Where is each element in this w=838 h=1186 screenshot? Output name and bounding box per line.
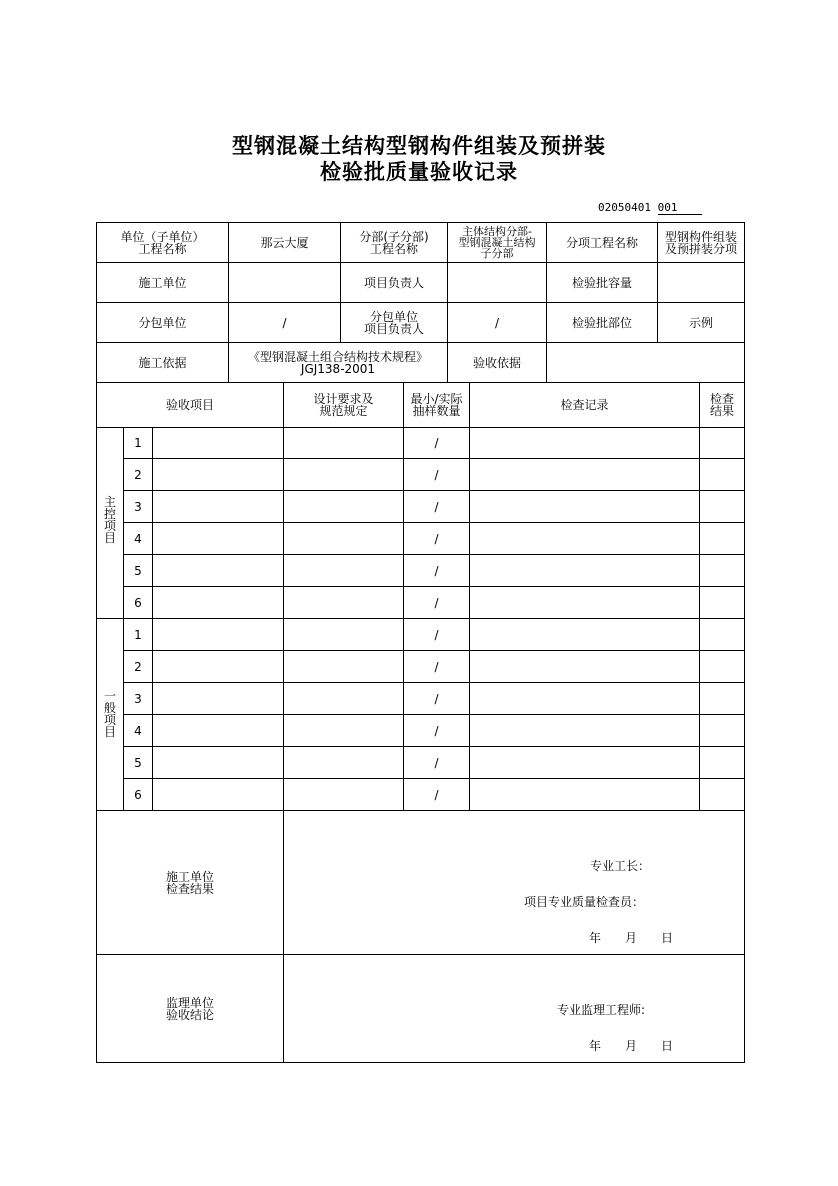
general-item-sample: /	[434, 627, 439, 642]
batch-capacity-label: 检验批容量	[571, 275, 632, 290]
foreman-signature-label: 专业工长：	[590, 859, 651, 873]
main-item-sample: /	[434, 467, 439, 482]
form-title-line1: 型钢混凝土结构型钢构件组装及预拼装	[232, 133, 606, 158]
subitem-name-value: 型钢构件组装 及预拼装分项	[664, 229, 737, 256]
supervision-engineer-signature-label: 专业监理工程师:	[557, 1003, 646, 1017]
supervision-check-label: 监理单位 验收结论	[165, 995, 214, 1022]
construction-check-label: 施工单位 检查结果	[165, 869, 214, 896]
general-item-sample: /	[434, 787, 439, 802]
batch-location-value[interactable]: 示例	[688, 315, 713, 330]
main-item-number: 3	[134, 499, 142, 514]
unit-name-label: 单位（子单位） 工程名称	[120, 229, 205, 256]
supervision-check-date: 年 月 日	[589, 1039, 674, 1053]
acceptance-basis-label: 验收依据	[472, 355, 521, 370]
sub-manager-label: 分包单位 项目负责人	[363, 309, 424, 336]
construction-unit-label: 施工单位	[138, 275, 187, 290]
subcontractor-label: 分包单位	[138, 315, 187, 330]
unit-name-value: 那云大厦	[260, 235, 309, 250]
sub-manager-value[interactable]: /	[494, 315, 500, 330]
subcontractor-value[interactable]: /	[282, 315, 287, 330]
general-item-sample: /	[434, 659, 439, 674]
general-item-number: 6	[134, 787, 142, 802]
column-inspection-record: 检查记录	[560, 398, 609, 412]
subdivision-name-value: 主体结构分部- 型钢混凝土结构 子分部	[458, 225, 536, 260]
construction-basis-label: 施工依据	[138, 355, 187, 370]
construction-basis-value[interactable]: 《型钢混凝土组合结构技术规程》 JGJ138-2001	[247, 349, 428, 376]
document-number-prefix: 02050401	[598, 201, 651, 214]
main-item-number: 1	[134, 436, 142, 450]
main-item-number: 5	[134, 563, 142, 578]
construction-unit-value[interactable]	[229, 263, 340, 302]
main-item-sample: /	[434, 531, 439, 546]
quality-inspector-signature-label: 项目专业质量检查员：	[524, 895, 645, 909]
main-item-sample: /	[434, 436, 439, 450]
general-item-number: 2	[134, 659, 142, 674]
general-item-sample: /	[434, 755, 439, 770]
general-item-sample: /	[434, 723, 439, 738]
subdivision-name-label: 分部(子分部) 工程名称	[359, 229, 429, 256]
project-manager-value[interactable]	[448, 263, 546, 302]
main-item-number: 6	[134, 595, 142, 610]
general-item-number: 4	[134, 723, 142, 738]
general-item-number: 1	[134, 627, 142, 642]
general-item-sample: /	[434, 691, 439, 706]
main-item-sample: /	[434, 499, 439, 514]
main-item-sample: /	[434, 595, 439, 610]
general-items-label: 一般项目	[103, 689, 116, 739]
form-title-line2: 检验批质量验收记录	[320, 159, 518, 184]
column-sample-quantity: 最小/实际 抽样数量	[410, 392, 463, 418]
document-number-suffix: 001	[658, 201, 702, 215]
main-control-items-label: 主控项目	[103, 495, 116, 545]
column-acceptance-item: 验收项目	[165, 398, 214, 412]
batch-location-label: 检验批部位	[571, 315, 632, 330]
main-item-number: 4	[134, 531, 142, 546]
subitem-name-label: 分项工程名称	[565, 235, 638, 250]
main-item-number: 2	[134, 467, 142, 482]
main-item-sample: /	[434, 563, 439, 578]
batch-capacity-value[interactable]	[658, 263, 744, 302]
general-item-number: 3	[134, 691, 142, 706]
column-inspection-result: 检查 结果	[709, 392, 734, 418]
acceptance-basis-value[interactable]	[547, 343, 744, 382]
column-design-requirement: 设计要求及 规范规定	[313, 392, 374, 418]
construction-check-date: 年 月 日	[589, 931, 674, 945]
general-item-number: 5	[134, 755, 142, 770]
project-manager-label: 项目负责人	[363, 275, 424, 290]
